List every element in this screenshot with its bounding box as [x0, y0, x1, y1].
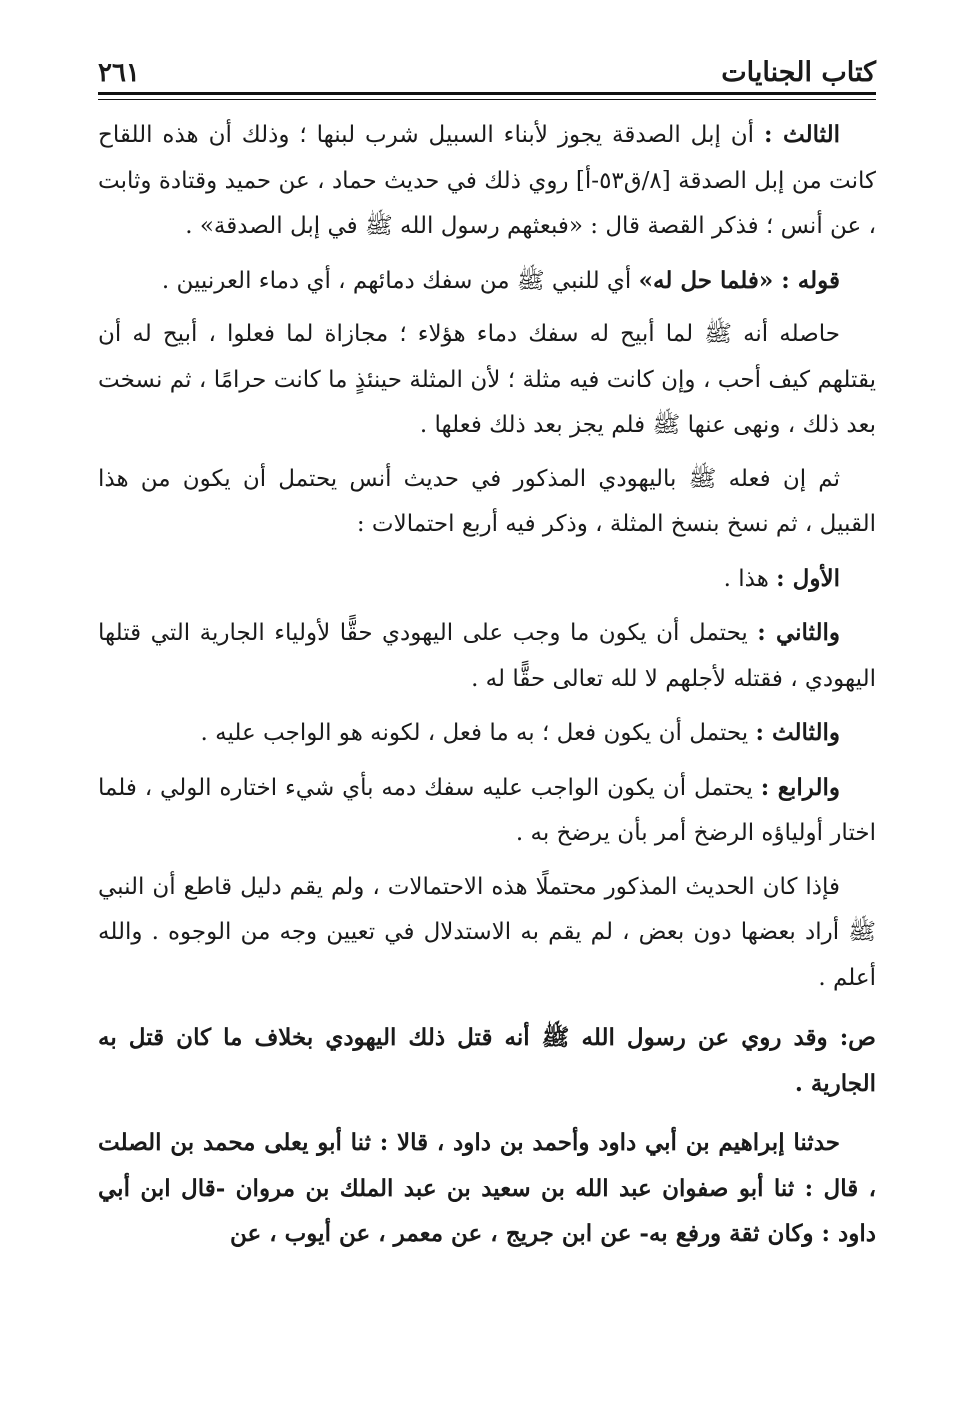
paragraph-possibilities-intro	[98, 457, 876, 548]
paragraph-lead: الثالث :	[763, 121, 841, 148]
running-header	[98, 44, 876, 88]
paragraph-fourth	[98, 765, 876, 857]
paragraph-lead: والثالث :	[755, 719, 840, 746]
page-body	[98, 112, 876, 1265]
paragraph-summary	[98, 312, 876, 449]
paragraph-lead: والرابع :	[760, 773, 840, 801]
paragraph-text: أي للنبي ﷺ من سفك دمائهم ، أي دماء العرنيين .	[161, 267, 639, 294]
paragraph-text: ص: وقد روي عن رسول الله ﷺ أنه قتل ذلك اليهودي بخلاف ما كان قتل به الجارية .	[98, 1024, 876, 1097]
paragraph-text: يحتمل أن يكون ما وجب على اليهودي حقًّا لأولياء الجارية التي قتلها اليهودي ، فقتله لأجلهم لا لله تعالى حقًّا له .	[98, 620, 876, 692]
header-rule-thick	[98, 92, 876, 95]
paragraph-lead: والثاني :	[757, 619, 840, 646]
paragraph-text: حدثنا إبراهيم بن أبي داود وأحمد بن داود ، قالا : ثنا أبو يعلى محمد بن الصلت ، قال : ثنا أبو صفوان عبد الله بن سعيد بن عبد الملك بن مروان -قال ابن أبي داود : وكان ثقة ورفع به- عن ابن جريج ، عن معمر ، عن أيوب ، عن	[98, 1129, 876, 1247]
paragraph-second	[98, 610, 876, 702]
paragraph-lead: الأول :	[776, 564, 840, 592]
paragraph-text: يحتمل أن يكون فعل ؛ به ما فعل ، لكونه هو الواجب عليه .	[200, 720, 756, 746]
paragraph-qawluhu	[98, 258, 876, 305]
header-rule-thin	[98, 99, 876, 100]
paragraph-text: فإذا كان الحديث المذكور محتملًا هذه الاحتمالات ، ولم يقم دليل قاطع أن النبي ﷺ أراد بعضها دون بعض ، لم يقم به الاستدلال في تعيين وجه من الوجوه . والله أعلم .	[98, 873, 876, 991]
paragraph-text: حاصله أنه ﷺ لما أبيح له سفك دماء هؤلاء ؛ مجازاة لما فعلوا ، أبيح له أن يقتلهم كيف أحب ، وإن كانت فيه مثلة ؛ لأن المثلة حينئذٍ ما كانت حرامًا ، ثم نسخت بعد ذلك ، ونهى عنها ﷺ فلم يجز بعد ذلك فعلها .	[98, 321, 876, 438]
paragraph-text: هذا .	[723, 565, 777, 592]
paragraph-lead: قوله : «فلما حل له»	[638, 266, 840, 294]
paragraph-text: يحتمل أن يكون الواجب عليه سفك دمه بأي شيء اختاره الولي ، فلما اختار أولياؤه الرضخ أمر بأن يرضخ به .	[98, 774, 876, 846]
paragraph-text: أن إبل الصدقة يجوز لأبناء السبيل شرب لبنها ؛ وذلك أن هذه اللقاح كانت من إبل الصدقة [٨/ق٥٣-أ] روي ذلك في حديث حماد ، عن حميد وقتادة وثابت ، عن أنس ؛ فذكر القصة قال : «فبعثهم رسول الله ﷺ في إبل الصدقة» .	[98, 122, 876, 239]
paragraph-conclusion	[98, 865, 876, 1002]
paragraph-text: ثم إن فعله ﷺ باليهودي المذكور في حديث أنس يحتمل أن يكون من هذا القبيل ، ثم نسخ بنسخ المثلة ، وذكر فيه أربع احتمالات :	[98, 465, 876, 537]
paragraph-isnad	[98, 1120, 876, 1257]
paragraph-third-point	[98, 112, 876, 250]
chapter-title: كتاب الجنايات	[721, 57, 876, 88]
paragraph-third	[98, 710, 876, 757]
paragraph-first	[98, 556, 876, 603]
paragraph-sad-text	[98, 1015, 876, 1106]
page-number: ٢٦١	[98, 58, 140, 88]
